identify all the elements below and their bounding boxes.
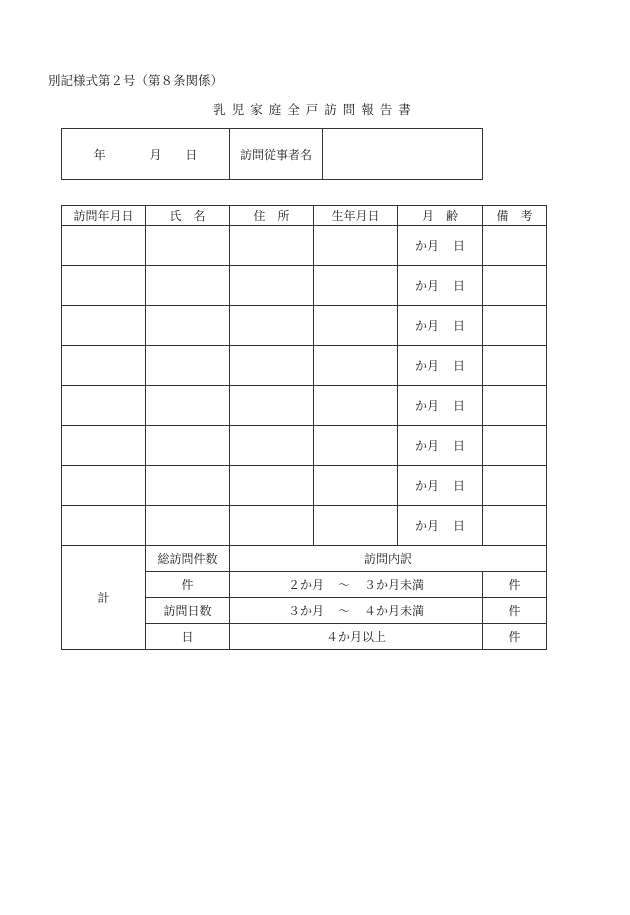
remarks-cell[interactable]: [483, 506, 547, 546]
staff-name-field[interactable]: [323, 129, 483, 180]
birthdate-cell[interactable]: [314, 506, 398, 546]
range-from: ４か月以上: [325, 630, 386, 644]
table-header-row: [62, 206, 547, 226]
age-day-unit: 日: [453, 279, 466, 293]
age-day-unit: 日: [453, 479, 466, 493]
remarks-cell[interactable]: [483, 266, 547, 306]
name-cell[interactable]: [146, 306, 230, 346]
range-count-unit[interactable]: 件: [483, 598, 547, 624]
range-from: ２か月: [287, 578, 324, 592]
visit-date-cell[interactable]: [62, 386, 146, 426]
name-cell[interactable]: [146, 386, 230, 426]
visit-report-table: [61, 205, 547, 650]
range-count-unit[interactable]: 件: [483, 572, 547, 598]
age-month-unit: か月: [414, 519, 439, 533]
age-month-unit: か月: [414, 359, 439, 373]
range-to: ４か月未満: [364, 604, 425, 618]
column-header: 月 齢: [398, 206, 483, 226]
age-day-unit: 日: [453, 399, 466, 413]
remarks-cell[interactable]: [483, 386, 547, 426]
count-unit[interactable]: 件: [146, 572, 230, 598]
age-day-unit: 日: [453, 359, 466, 373]
table-row: [62, 466, 547, 506]
name-cell[interactable]: [146, 226, 230, 266]
summary-row: [62, 546, 547, 572]
age-month-unit: か月: [414, 279, 439, 293]
day-label: 日: [185, 147, 198, 162]
table-row: [62, 306, 547, 346]
year-label: 年: [93, 147, 106, 162]
staff-name-label: 訪問従事者名: [230, 129, 323, 180]
age-month-unit: か月: [414, 439, 439, 453]
birthdate-cell[interactable]: [314, 306, 398, 346]
age-month-unit: か月: [414, 239, 439, 253]
birthdate-cell[interactable]: [314, 466, 398, 506]
name-cell[interactable]: [146, 506, 230, 546]
birthdate-cell[interactable]: [314, 226, 398, 266]
remarks-cell[interactable]: [483, 226, 547, 266]
range-4-months-plus: [230, 624, 483, 650]
table-row: [62, 386, 547, 426]
range-separator: ～: [337, 578, 350, 592]
address-cell[interactable]: [230, 506, 314, 546]
age-day-unit: 日: [453, 519, 466, 533]
birthdate-cell[interactable]: [314, 386, 398, 426]
age-cell[interactable]: [398, 426, 483, 466]
name-cell[interactable]: [146, 266, 230, 306]
column-header: 氏 名: [146, 206, 230, 226]
table-row: [62, 266, 547, 306]
age-month-unit: か月: [414, 319, 439, 333]
day-unit[interactable]: 日: [146, 624, 230, 650]
form-number-label: 別記様式第２号（第８条関係）: [48, 73, 224, 88]
table-row: [62, 506, 547, 546]
header-table: [61, 128, 483, 180]
range-from: ３か月: [287, 604, 324, 618]
age-cell[interactable]: [398, 306, 483, 346]
remarks-cell[interactable]: [483, 426, 547, 466]
age-month-unit: か月: [414, 479, 439, 493]
age-cell[interactable]: [398, 346, 483, 386]
column-header: 生年月日: [314, 206, 398, 226]
range-count-unit[interactable]: 件: [483, 624, 547, 650]
visit-date-cell[interactable]: [62, 426, 146, 466]
name-cell[interactable]: [146, 426, 230, 466]
month-label: 月: [149, 147, 162, 162]
visit-date-cell[interactable]: [62, 466, 146, 506]
age-cell[interactable]: [398, 466, 483, 506]
age-cell[interactable]: [398, 386, 483, 426]
visit-days-label: 訪問日数: [146, 598, 230, 624]
report-date-field[interactable]: [62, 129, 230, 180]
remarks-cell[interactable]: [483, 306, 547, 346]
address-cell[interactable]: [230, 386, 314, 426]
table-row: [62, 346, 547, 386]
remarks-cell[interactable]: [483, 346, 547, 386]
remarks-cell[interactable]: [483, 466, 547, 506]
birthdate-cell[interactable]: [314, 266, 398, 306]
name-cell[interactable]: [146, 346, 230, 386]
table-row: [62, 226, 547, 266]
address-cell[interactable]: [230, 226, 314, 266]
visit-date-cell[interactable]: [62, 226, 146, 266]
birthdate-cell[interactable]: [314, 346, 398, 386]
name-cell[interactable]: [146, 466, 230, 506]
address-cell[interactable]: [230, 426, 314, 466]
visit-date-cell[interactable]: [62, 346, 146, 386]
total-label: 計: [62, 546, 146, 650]
column-header: 訪問年月日: [62, 206, 146, 226]
age-day-unit: 日: [453, 239, 466, 253]
column-header: 住 所: [230, 206, 314, 226]
age-month-unit: か月: [414, 399, 439, 413]
age-cell[interactable]: [398, 506, 483, 546]
age-cell[interactable]: [398, 226, 483, 266]
address-cell[interactable]: [230, 466, 314, 506]
table-row: [62, 426, 547, 466]
breakdown-label: 訪問内訳: [230, 546, 547, 572]
address-cell[interactable]: [230, 266, 314, 306]
visit-rows: [62, 226, 547, 546]
range-2-3-months: [230, 572, 483, 598]
total-visits-label: 総訪問件数: [146, 546, 230, 572]
address-cell[interactable]: [230, 346, 314, 386]
age-day-unit: 日: [453, 439, 466, 453]
birthdate-cell[interactable]: [314, 426, 398, 466]
range-to: ３か月未満: [364, 578, 425, 592]
document-title: 乳児家庭全戸訪問報告書: [213, 102, 417, 117]
visit-date-cell[interactable]: [62, 306, 146, 346]
address-cell[interactable]: [230, 306, 314, 346]
age-cell[interactable]: [398, 266, 483, 306]
column-header: 備 考: [483, 206, 547, 226]
visit-date-cell[interactable]: [62, 266, 146, 306]
age-day-unit: 日: [453, 319, 466, 333]
range-3-4-months: [230, 598, 483, 624]
visit-date-cell[interactable]: [62, 506, 146, 546]
range-separator: ～: [337, 604, 350, 618]
